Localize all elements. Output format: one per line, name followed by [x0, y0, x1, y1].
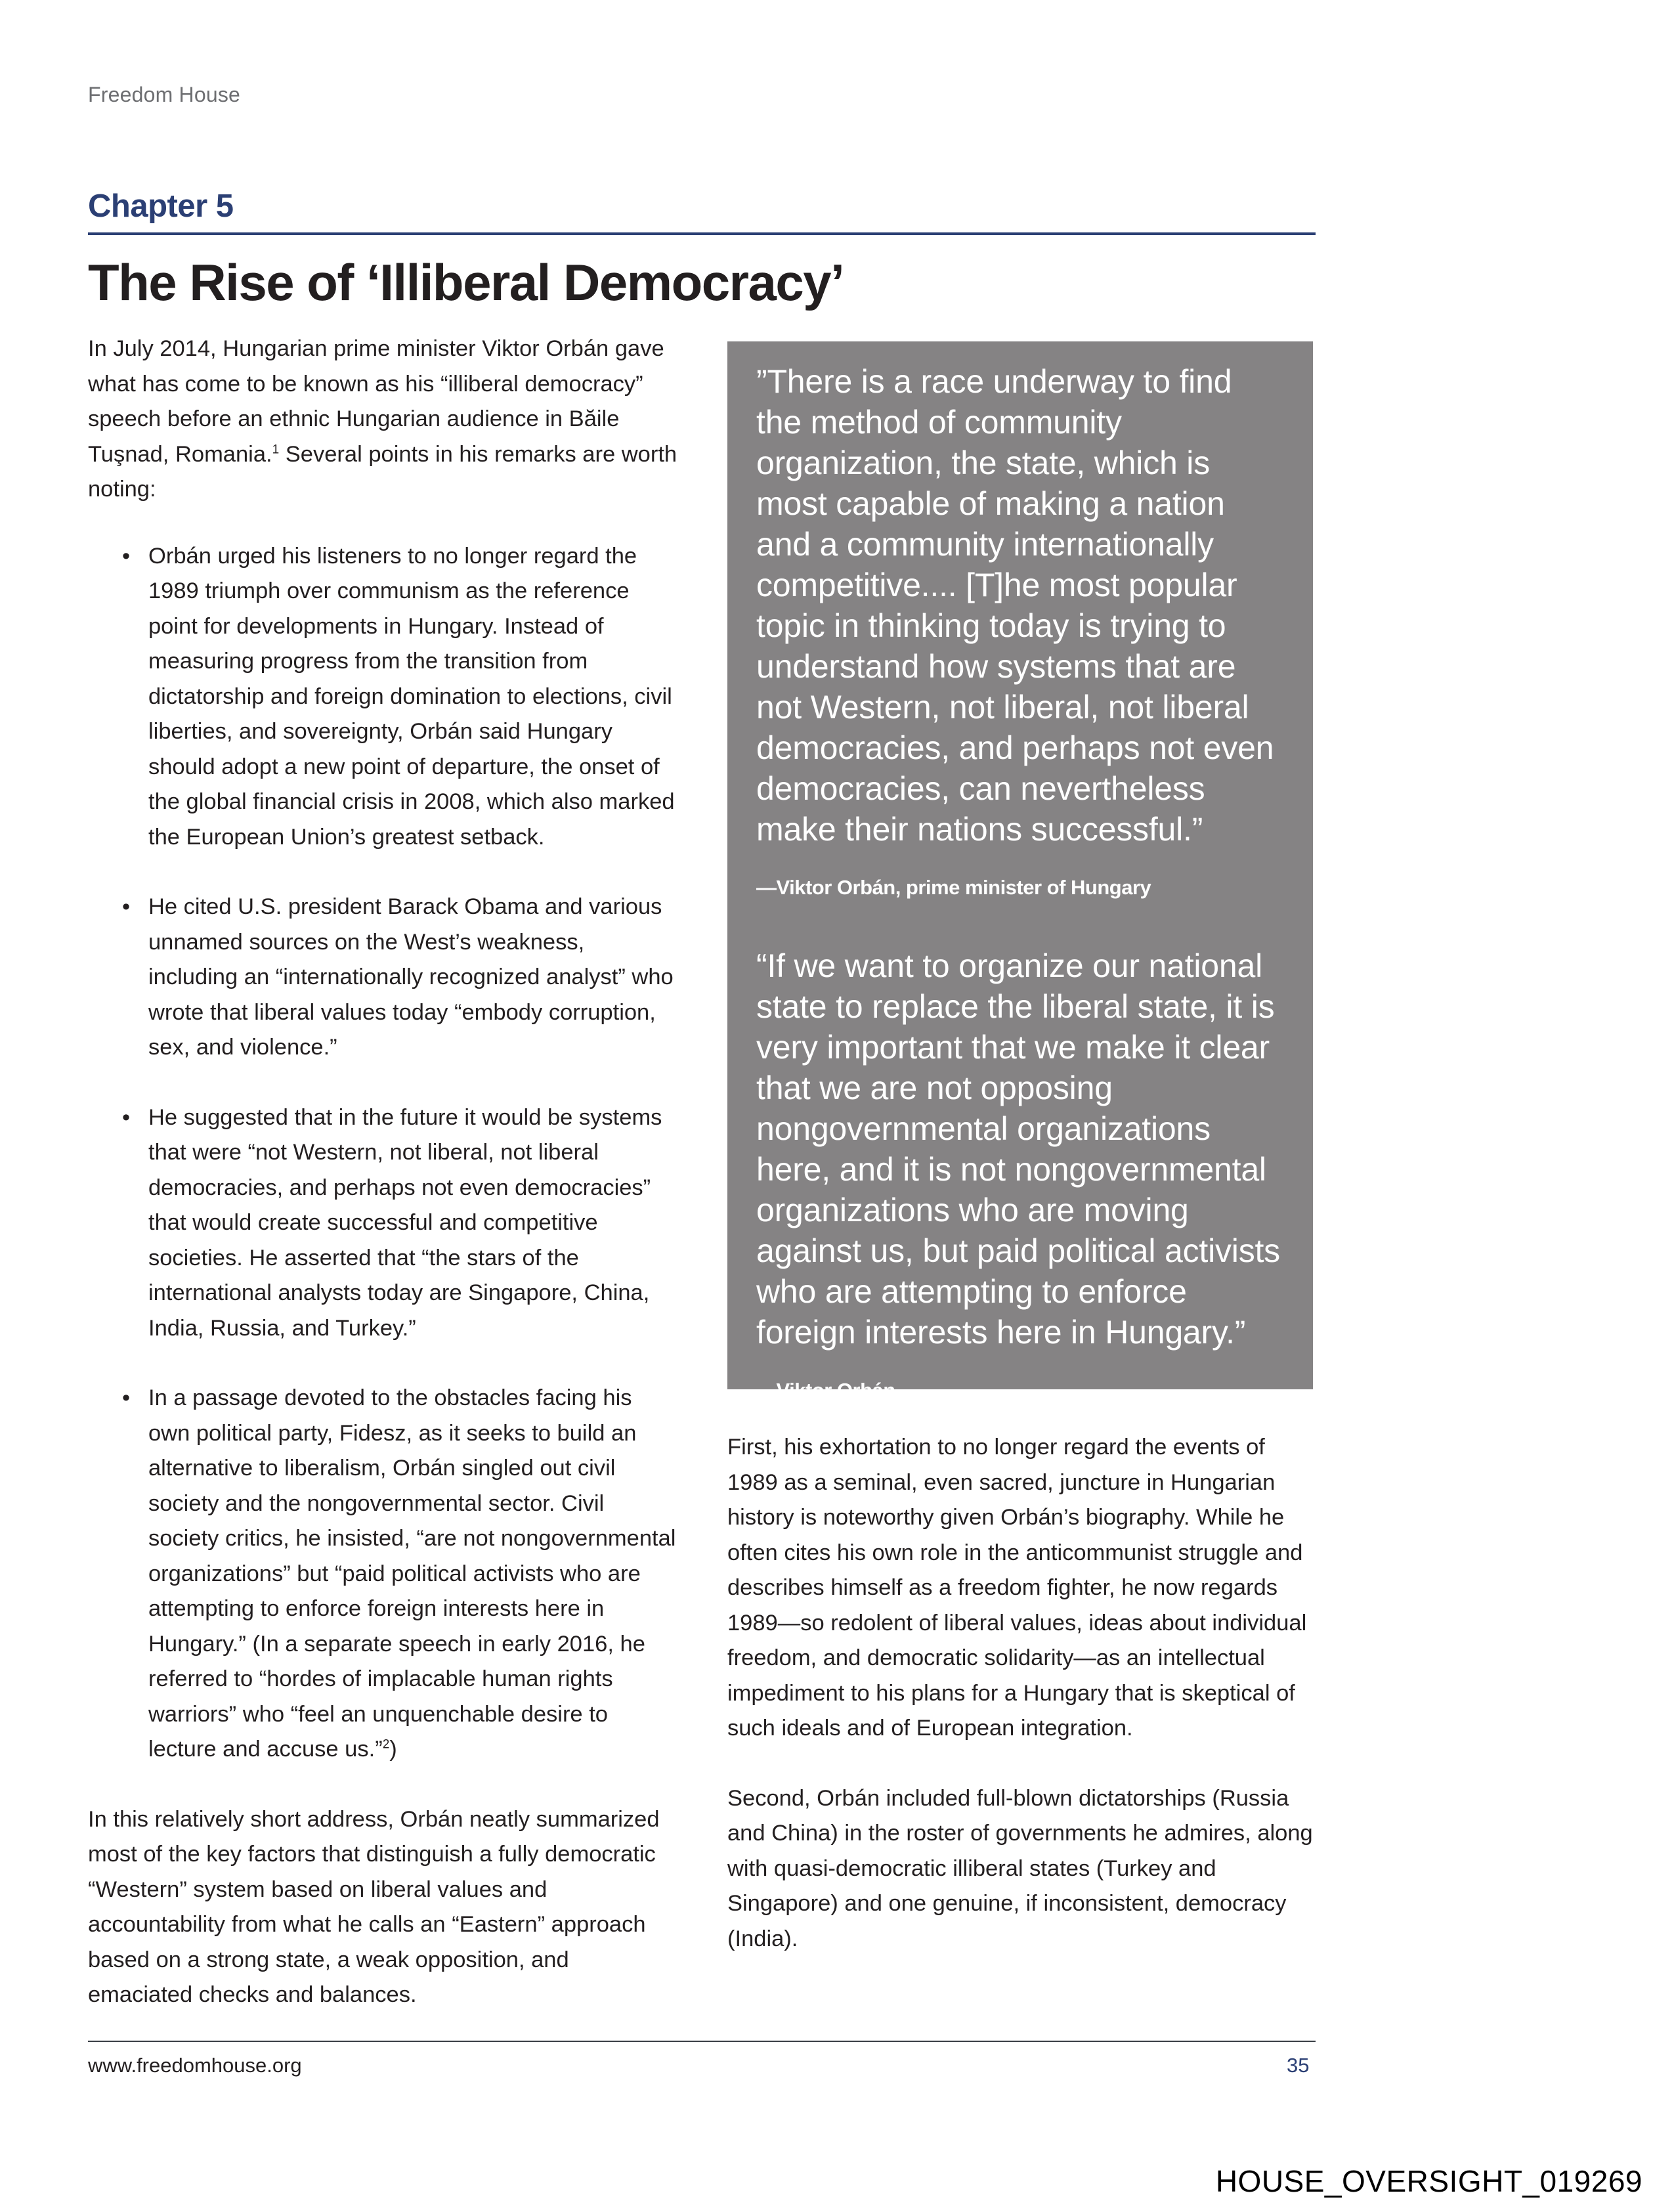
body-paragraph-second: Second, Orbán included full-blown dictatorships (Russia and China) in the roster of governments he admires, along with quasi-democratic illiberal states (Turkey and Singapore) and one genuine, if inconsistent, democracy (India).	[727, 1785, 1313, 1951]
pull-quote-2: “If we want to organize our national state to replace the liberal state, it is very important that we make it clear that we are not opposing nongovernmental organizations here, and it is not nongovernmental organizations who are moving against us, but paid political activists who are attempting to enforce foreign interests here in Hungary.”	[756, 947, 1280, 1351]
bates-stamp: HOUSE_OVERSIGHT_019269	[1215, 2164, 1642, 2198]
list-item-text: He suggested that in the future it would be systems that were “not Western, not liberal, not liberal democracies, and perhaps not even democracies” that would create successful and competitive societies. He asserted that “the stars of the international analysts today are Singapore, China, India, Russia, and Turkey.”	[148, 1104, 662, 1341]
footnote-ref-2[interactable]: 2	[382, 1737, 390, 1752]
list-item	[88, 890, 679, 1066]
bullet-icon: •	[122, 543, 131, 569]
list-item	[88, 1381, 679, 1767]
page-title: The Rise of ‘Illiberal Democracy’	[88, 253, 844, 311]
intro-text: In July 2014, Hungarian prime minister Viktor Orbán gave what has come to be known as his “illiberal democracy” speech before an ethnic Hungarian audience in Băile Tuşnad, Romania.	[88, 336, 664, 467]
footer-divider	[88, 2041, 1316, 2042]
bullet-icon: •	[122, 1385, 131, 1410]
list-item-text: In a passage devoted to the obstacles facing his own political party, Fidesz, as it seeks to build an alternative to liberalism, Orbán singled out civil society and the nongovernmental sector. Civil society critics, he insisted, “are not nongovernmental organizations” but “paid political activists who are attempting to enforce foreign interests here in Hungary.” (In a separate speech in early 2016, he referred to “hordes of implacable human rights warriors” who “feel an unquenchable desire to lecture and accuse us.”	[148, 1385, 676, 1762]
list-item-text: He cited U.S. president Barack Obama and various unnamed sources on the West’s weakness, including an “internationally recognized analyst” who wrote that liberal values today “embody corruption, sex, and violence.”	[148, 894, 674, 1060]
pull-quote-1-attribution: —Viktor Orbán, prime minister of Hungary	[756, 876, 1151, 899]
pull-quote-box	[727, 341, 1313, 1402]
intro-paragraph	[88, 332, 679, 508]
right-column	[727, 1430, 1318, 1991]
key-points-list	[88, 539, 679, 1767]
body-paragraph-first: First, his exhortation to no longer regard the events of 1989 as a seminal, even sacred, juncture in Hungarian history is noteworthy given Orbán’s biography. While he often cites his own role in the anticommunist struggle and describes himself as a freedom fighter, he now regards 1989—so redolent of liberal values, ideas about individual freedom, and democratic solidarity—as an intellectual impediment to his plans for a Hungary that is skeptical of such ideals and of European integration.	[727, 1435, 1307, 1741]
summary-paragraph: In this relatively short address, Orbán neatly summarized most of the key factors that distinguish a fully democratic “Western” system based on liberal values and accountability from what he calls an “Eastern” approach based on a strong state, a weak opposition, and emaciated checks and balances.	[88, 1806, 660, 2007]
bullet-icon: •	[122, 1104, 131, 1130]
footnote-ref-1[interactable]: 1	[272, 443, 280, 456]
footer-url-link[interactable]: www.freedomhouse.org	[88, 2054, 302, 2077]
list-item	[88, 539, 679, 856]
pull-quote-2-attribution: —Viktor Orbán	[756, 1379, 895, 1402]
running-head: Freedom House	[88, 83, 241, 106]
pull-quote-1: ”There is a race underway to find the method of community organization, the state, which is most capable of making a nation and a community internationally competitive.... [T]he most popular topic in thinking today is trying to understand how systems that are not Western, not liberal, not liberal democracies, and perhaps not even democracies, can nevertheless make their nations successful.”	[756, 363, 1274, 848]
page-number: 35	[1287, 2054, 1310, 2077]
left-column	[88, 332, 679, 2013]
chapter-divider	[88, 232, 1316, 235]
bullet-icon: •	[122, 894, 131, 919]
list-item	[88, 1100, 679, 1347]
intro-text-cont: Several points in his remarks are worth noting:	[88, 441, 677, 502]
chapter-label: Chapter 5	[88, 188, 234, 224]
list-item-tail: )	[389, 1737, 397, 1762]
list-item-text: Orbán urged his listeners to no longer regard the 1989 triumph over communism as the reference point for developments in Hungary. Instead of measuring progress from the transition from dictatorship and foreign domination to elections, civil liberties, and sovereignty, Orbán said Hungary should adopt a new point of departure, the onset of the global financial crisis in 2008, which also marked the European Union’s greatest setback.	[148, 543, 675, 850]
